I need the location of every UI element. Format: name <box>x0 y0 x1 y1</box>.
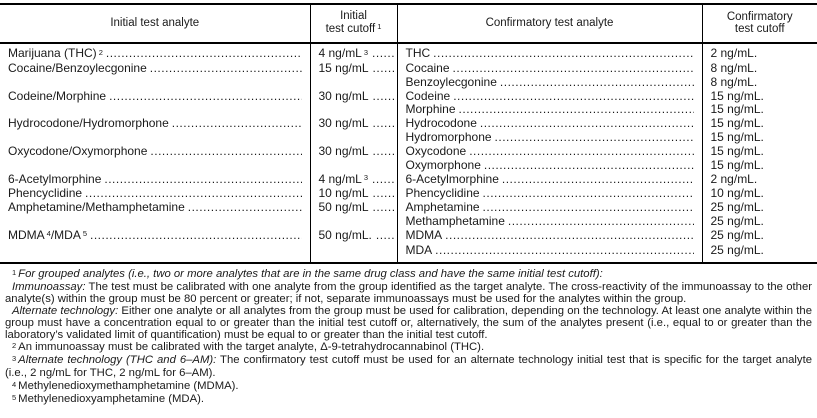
initial-cutoff-cell <box>310 117 397 131</box>
table-row <box>0 229 817 244</box>
table-row <box>0 201 817 215</box>
confirmatory-analyte-cell <box>397 201 702 215</box>
header-label: test cutoff <box>734 23 785 35</box>
confirmatory-analyte-name: Hydromorphone <box>405 131 492 145</box>
dot-leader: ...... <box>372 117 396 131</box>
header-confirmatory-test-cutoff <box>702 4 817 43</box>
confirmatory-cutoff-cell <box>702 131 817 145</box>
initial-cutoff-value: 30 ng/mL <box>318 117 369 131</box>
confirmatory-analyte-cell <box>397 62 702 76</box>
confirmatory-analyte-name: Oxymorphone <box>405 158 481 172</box>
header-row <box>0 4 817 43</box>
dot-leader <box>495 131 694 145</box>
table-row <box>0 159 817 173</box>
initial-analyte-name <box>8 47 103 62</box>
dot-leader <box>435 244 693 258</box>
dot-leader <box>172 117 302 131</box>
confirmatory-cutoff-cell <box>702 159 817 173</box>
initial-analyte-name <box>8 90 106 104</box>
footnotes <box>0 268 817 406</box>
header-label-text: test cutoff <box>325 22 376 35</box>
confirmatory-analyte-cell <box>397 131 702 145</box>
table-row <box>0 131 817 145</box>
confirmatory-analyte-cell <box>397 187 702 201</box>
header-label: Initial <box>340 10 367 22</box>
dot-leader <box>150 62 302 76</box>
analyte-text: Cocaine/Benzoylecgonine <box>8 61 147 75</box>
confirmatory-analyte-name: MDMA <box>405 228 443 242</box>
dot-leader <box>104 173 301 187</box>
initial-analyte-cell <box>0 145 310 159</box>
dot-leader: ...... <box>372 46 396 60</box>
dot-leader <box>109 90 301 104</box>
confirmatory-cutoff-cell <box>702 145 817 159</box>
initial-cutoff-cell <box>310 201 397 215</box>
header-confirmatory-test-analyte <box>397 4 702 43</box>
dot-leader <box>484 159 694 173</box>
confirmatory-cutoff-value: 25 ng/mL. <box>710 215 764 229</box>
initial-cutoff-value: 30 ng/mL <box>318 144 369 158</box>
table-row <box>0 215 817 229</box>
confirmatory-analyte-cell <box>397 159 702 173</box>
dot-leader <box>483 201 694 215</box>
confirmatory-analyte-cell <box>397 229 702 244</box>
confirmatory-cutoff-cell <box>702 173 817 188</box>
confirmatory-cutoff-cell <box>702 62 817 76</box>
footnote-ref: 1 <box>12 267 17 277</box>
confirmatory-cutoff-value: 2 ng/mL. <box>710 46 758 60</box>
confirmatory-cutoff-cell <box>702 229 817 244</box>
initial-analyte-cell <box>0 201 310 215</box>
analyte-text: Oxycodone/Oxymorphone <box>8 144 148 158</box>
initial-analyte-name <box>8 201 185 215</box>
analyte-text: Phencyclidine <box>8 187 83 201</box>
footnote-text: Alternate technology (THC and 6–AM): <box>18 354 217 367</box>
initial-cutoff-cell <box>310 131 397 145</box>
dot-leader <box>90 229 301 243</box>
initial-analyte-cell <box>0 173 310 188</box>
confirmatory-cutoff-cell <box>702 76 817 90</box>
footnote-text: The confirmatory test cutoff must be used for an alternate technology initial test that is specific for the target analyte (i.e., 2 ng/mL for THC, 2 ng/mL for 6–AM). <box>5 354 812 380</box>
dot-leader <box>453 62 694 76</box>
dot-leader: ...... <box>372 61 396 75</box>
header-initial-test-cutoff <box>310 4 397 43</box>
initial-cutoff-cell <box>310 43 397 62</box>
initial-analyte-cell <box>0 62 310 76</box>
initial-analyte-cell <box>0 229 310 244</box>
header-label: Initial test analyte <box>110 16 200 29</box>
dot-leader <box>508 215 694 229</box>
initial-cutoff-cell <box>310 215 397 229</box>
dot-leader: ...... <box>372 89 396 103</box>
dot-leader <box>459 103 694 117</box>
table-row <box>0 145 817 159</box>
confirmatory-cutoff-cell <box>702 201 817 215</box>
dot-leader <box>85 187 301 201</box>
footnote-text: Alternate technology: <box>12 304 119 317</box>
initial-cutoff-cell <box>310 244 397 263</box>
table-row <box>0 244 817 263</box>
initial-analyte-cell <box>0 76 310 90</box>
confirmatory-analyte-name: Morphine <box>405 103 456 117</box>
initial-cutoff-cell <box>310 90 397 104</box>
footnote-ref: 5 <box>82 229 88 239</box>
footnote-ref: 2 <box>98 47 103 57</box>
footnote-paragraph <box>5 354 812 379</box>
initial-cutoff-value: 30 ng/mL <box>318 89 369 103</box>
footnote-ref: 1 <box>377 22 382 31</box>
confirmatory-analyte-name: Codeine <box>405 89 451 103</box>
analyte-text: Hydrocodone/Hydromorphone <box>8 117 169 131</box>
initial-cutoff-cell <box>310 76 397 90</box>
initial-analyte-cell <box>0 43 310 62</box>
column-rule-tail <box>397 237 398 241</box>
dot-leader: ...... <box>372 187 396 201</box>
footnote-text: Either one analyte or all analytes from the group must be used for calibration, depending on the technology. At least one analyte within the group must have a concentration equal to or greater than the initial test cutoff or, alternatively, the sum of the analytes present (i.e., equal to or greater than the laboratory’s validated limit of quantification) must be equal to or greater than the initial test cutoff. <box>5 304 812 342</box>
confirmatory-cutoff-cell <box>702 187 817 201</box>
confirmatory-analyte-name: Amphetamine <box>405 201 480 215</box>
initial-analyte-name <box>8 62 147 76</box>
confirmatory-cutoff-value: 15 ng/mL. <box>710 144 764 158</box>
dot-leader: ...... <box>372 144 396 158</box>
footnote-text: The test must be calibrated with one analyte from the group identified as the target analyte. The cross-reactivity of the immunoassay to the other analyte(s) within the group must be 80 percent or greater; if not, separate immunoassays must be used for the analytes within the group. <box>5 280 812 305</box>
confirmatory-analyte-cell <box>397 43 702 62</box>
initial-cutoff-cell <box>310 229 397 244</box>
footnote-paragraph <box>5 268 812 281</box>
confirmatory-analyte-cell <box>397 173 702 188</box>
initial-analyte-cell <box>0 159 310 173</box>
footnote-text: Methylenedioxyamphetamine (MDA). <box>18 392 205 405</box>
confirmatory-cutoff-value: 2 ng/mL. <box>710 172 758 186</box>
initial-cutoff-cell <box>310 145 397 159</box>
confirmatory-analyte-cell <box>397 145 702 159</box>
initial-analyte-cell <box>0 90 310 104</box>
analyte-text: /MDA <box>50 228 81 242</box>
confirmatory-cutoff-value: 15 ng/mL. <box>710 89 764 103</box>
confirmatory-analyte-name: MDA <box>405 243 433 257</box>
confirmatory-cutoff-cell <box>702 117 817 131</box>
initial-cutoff-value: 10 ng/mL <box>318 187 369 201</box>
initial-analyte-name <box>8 187 82 201</box>
footnote-text: Immunoassay: <box>12 280 86 293</box>
initial-analyte-name <box>8 145 147 159</box>
initial-cutoff-cell <box>310 173 397 188</box>
confirmatory-cutoff-value: 25 ng/mL. <box>710 228 764 242</box>
initial-analyte-cell <box>0 131 310 145</box>
confirmatory-cutoff-value: 8 ng/mL. <box>710 75 758 89</box>
initial-cutoff-cell <box>310 159 397 173</box>
analyte-text: Marijuana (THC) <box>8 46 97 60</box>
confirmatory-analyte-name: Methamphetamine <box>405 215 505 229</box>
initial-cutoff-cell <box>310 103 397 117</box>
confirmatory-analyte-cell <box>397 90 702 104</box>
confirmatory-cutoff-value: 15 ng/mL. <box>710 158 764 172</box>
footnote-ref: 3 <box>12 354 17 364</box>
dot-leader <box>433 47 693 61</box>
dot-leader: ..... <box>375 228 396 242</box>
footnote-paragraph <box>5 341 812 354</box>
footnote-ref: 5 <box>12 392 17 402</box>
dot-leader <box>188 201 302 215</box>
initial-cutoff-value: 4 ng/mL <box>318 172 362 186</box>
confirmatory-analyte-name: Hydrocodone <box>405 117 477 131</box>
confirmatory-cutoff-cell <box>702 215 817 229</box>
confirmatory-cutoff-cell <box>702 244 817 263</box>
footnote-ref: 3 <box>363 173 369 183</box>
footnote-paragraph <box>5 393 812 406</box>
initial-analyte-name <box>8 117 169 131</box>
dot-leader <box>150 145 301 159</box>
dot-leader <box>106 47 302 61</box>
initial-analyte-cell <box>0 244 310 263</box>
initial-analyte-cell <box>0 117 310 131</box>
initial-cutoff-value: 15 ng/mL <box>318 61 369 75</box>
confirmatory-analyte-name: 6-Acetylmorphine <box>405 172 499 186</box>
table-row <box>0 76 817 90</box>
confirmatory-analyte-name: Oxycodone <box>405 144 467 158</box>
confirmatory-analyte-cell <box>397 103 702 117</box>
column-rule-tail <box>310 237 311 241</box>
dot-leader <box>480 117 694 131</box>
confirmatory-analyte-cell <box>397 244 702 263</box>
footnote-text: An immunoassay must be calibrated with the target analyte, Δ-9-tetrahydrocannabinol (THC). <box>18 341 485 354</box>
dot-leader <box>500 76 694 90</box>
initial-analyte-cell <box>0 187 310 201</box>
initial-analyte-cell <box>0 215 310 229</box>
confirmatory-cutoff-value: 15 ng/mL. <box>710 103 764 117</box>
table-row <box>0 90 817 104</box>
dot-leader <box>453 90 693 104</box>
confirmatory-analyte-cell <box>397 76 702 90</box>
footnote-paragraph <box>5 281 812 305</box>
table-row <box>0 103 817 117</box>
table-row <box>0 43 817 62</box>
table-row <box>0 187 817 201</box>
confirmatory-cutoff-cell <box>702 43 817 62</box>
confirmatory-analyte-cell <box>397 215 702 229</box>
confirmatory-cutoff-cell <box>702 90 817 104</box>
confirmatory-analyte-name: Phencyclidine <box>405 187 480 201</box>
header-label: Confirmatory <box>726 10 793 23</box>
footnote-paragraph <box>5 305 812 341</box>
confirmatory-cutoff-value: 25 ng/mL. <box>710 243 764 257</box>
initial-analyte-name <box>8 229 87 244</box>
drug-testing-cutoff-document <box>0 3 817 418</box>
header-label <box>313 23 395 37</box>
confirmatory-analyte-name: Cocaine <box>405 61 450 75</box>
table-row <box>0 62 817 76</box>
dot-leader: ...... <box>372 172 396 186</box>
header-label: Confirmatory test analyte <box>485 16 614 29</box>
dot-leader <box>502 173 694 187</box>
header-initial-test-analyte <box>0 4 310 43</box>
confirmatory-analyte-name: Benzoylecgonine <box>405 75 497 89</box>
confirmatory-cutoff-value: 15 ng/mL. <box>710 131 764 145</box>
footnote-ref: 2 <box>12 341 17 351</box>
footnote-text: Methylenedioxymethamphetamine (MDMA). <box>18 379 239 392</box>
footnote-ref: 4 <box>12 379 17 389</box>
footnote-text: For grouped analytes (i.e., two or more analytes that are in the same drug class and have the same initial test cutoff): <box>18 267 603 280</box>
dot-leader <box>445 229 693 243</box>
confirmatory-cutoff-value: 25 ng/mL. <box>710 201 764 215</box>
confirmatory-analyte-cell <box>397 117 702 131</box>
table-row <box>0 117 817 131</box>
analyte-text: 6-Acetylmorphine <box>8 172 102 186</box>
confirmatory-cutoff-value: 10 ng/mL. <box>710 187 764 201</box>
footnote-ref: 4 <box>46 229 51 239</box>
initial-cutoff-cell <box>310 187 397 201</box>
initial-analyte-cell <box>0 103 310 117</box>
initial-analyte-name <box>8 173 101 187</box>
dot-leader <box>483 187 694 201</box>
table-row <box>0 173 817 188</box>
analyte-text: Amphetamine/Methamphetamine <box>8 201 185 215</box>
dot-leader: ...... <box>372 201 396 215</box>
initial-cutoff-value: 50 ng/mL <box>318 201 369 215</box>
initial-cutoff-value: 4 ng/mL <box>318 46 362 60</box>
dot-leader <box>469 145 693 159</box>
confirmatory-cutoff-value: 8 ng/mL. <box>710 61 758 75</box>
analyte-text: MDMA <box>8 228 45 242</box>
column-rule-tail <box>702 237 703 241</box>
analyte-text: Codeine/Morphine <box>8 89 107 103</box>
initial-cutoff-value: 50 ng/mL. <box>318 228 372 242</box>
footnote-ref: 3 <box>363 47 369 57</box>
initial-cutoff-cell <box>310 62 397 76</box>
confirmatory-cutoff-cell <box>702 103 817 117</box>
drug-test-cutoff-table <box>0 3 817 264</box>
confirmatory-cutoff-value: 15 ng/mL. <box>710 117 764 131</box>
confirmatory-analyte-name: THC <box>405 46 431 60</box>
footnote-paragraph <box>5 380 812 393</box>
